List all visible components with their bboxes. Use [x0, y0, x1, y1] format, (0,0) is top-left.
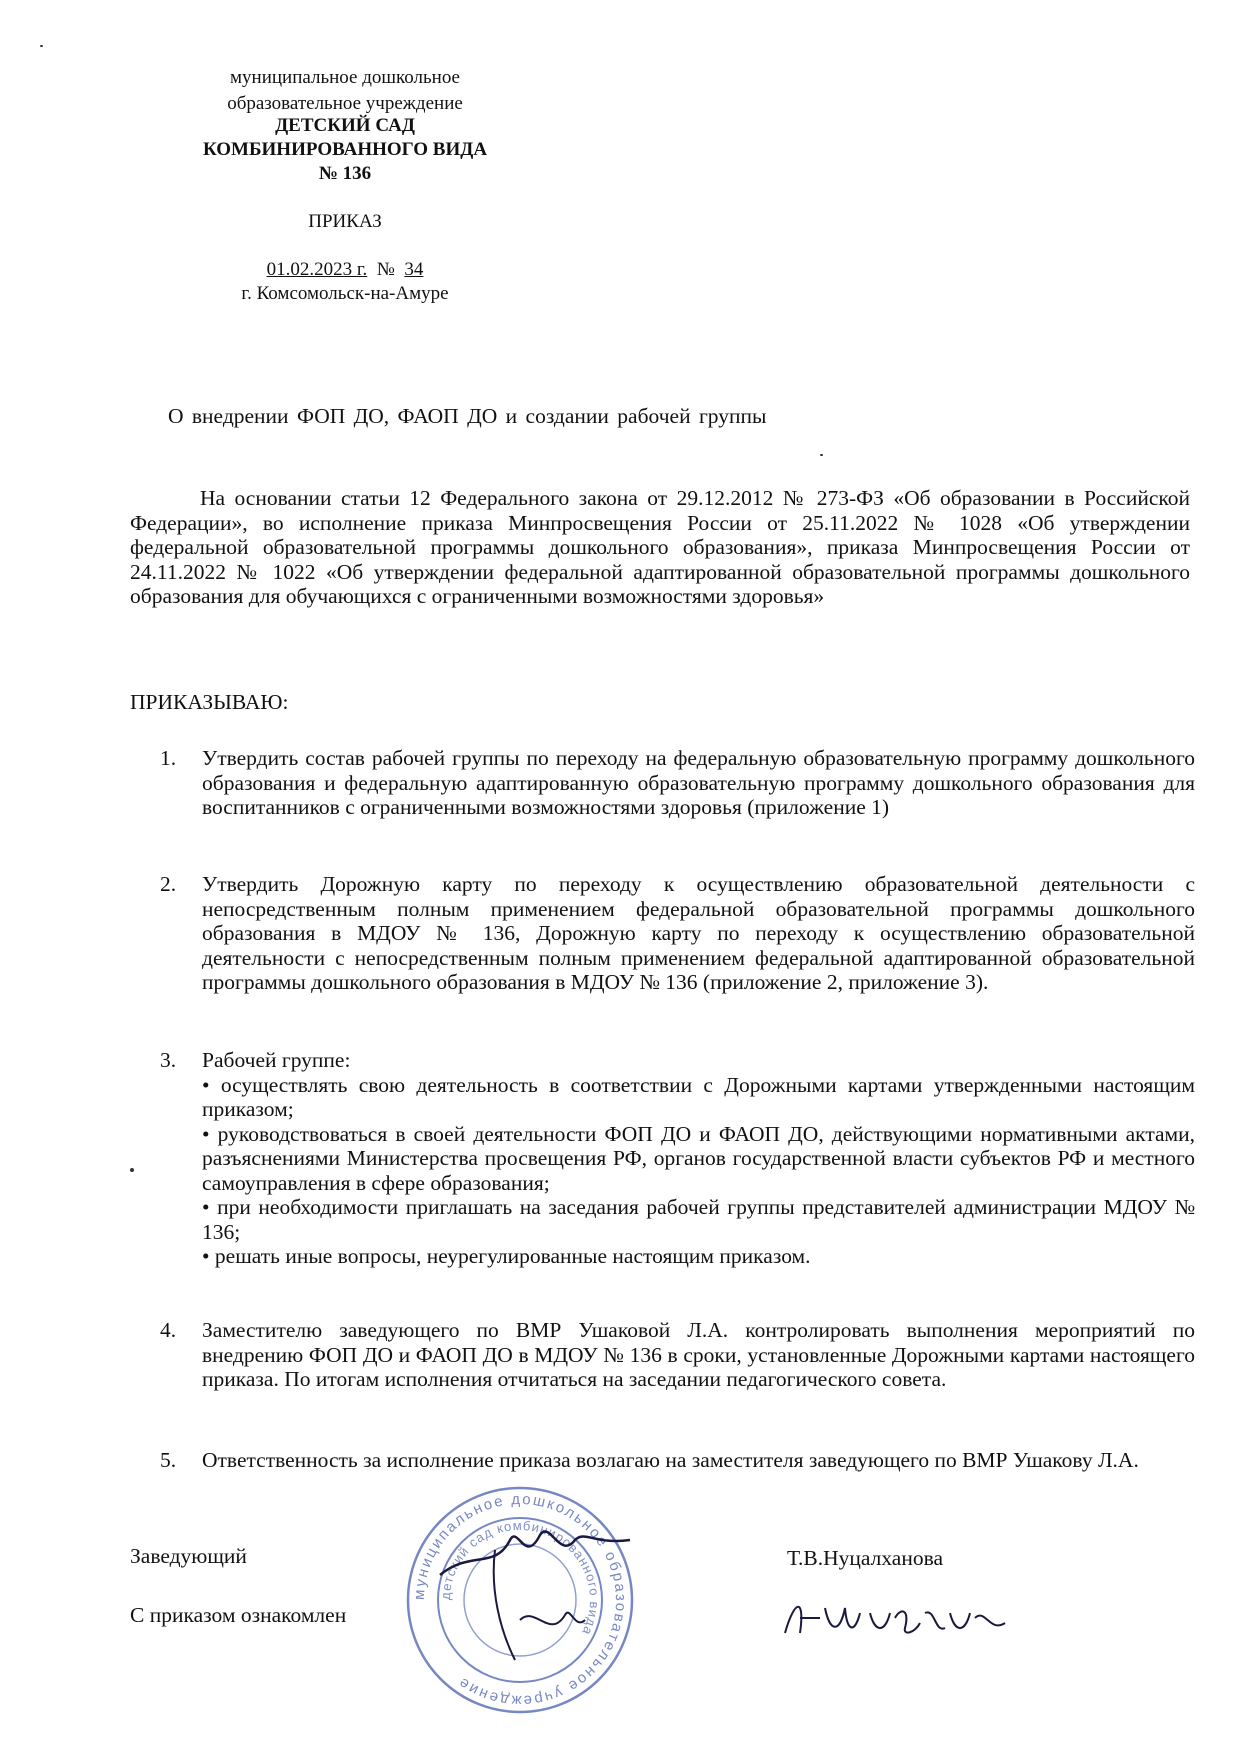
org-name-line3: № 136 — [318, 163, 372, 184]
official-stamp — [400, 1480, 640, 1720]
doc-number-label: № — [376, 259, 395, 280]
order-item-3 — [160, 1048, 1195, 1269]
org-type-line1: муниципальное дошкольное — [230, 67, 460, 88]
item-number: 4. — [160, 1318, 177, 1342]
item-text: Заместителю заведующего по ВМР Ушаковой Л.А. контролировать выполнения мероприятий по внедрению ФОП ДО и ФАОП ДО в МДОУ № 136 в сроки, установленные Дорожными картами настоящего приказа. По итогам исполнения отчитаться на заседании педагогического совета. — [202, 1318, 1195, 1391]
signatory-name: Т.В.Нуцалханова — [787, 1546, 943, 1570]
item-text: Рабочей группе: — [202, 1048, 351, 1072]
handwritten-signature — [775, 1588, 1035, 1648]
bullet-1: • осуществлять свою деятельность в соответствии с Дорожными картами утвержденными настоящим приказом; — [202, 1072, 1195, 1121]
bullet-2: • руководствоваться в своей деятельности ФОП ДО и ФАОП ДО, действующими нормативными актами, разъяснениями Министерства просвещения РФ, органов государственной власти субъектов РФ и местного самоуправления в сфере образования; — [202, 1121, 1195, 1195]
doc-type: ПРИКАЗ — [308, 211, 382, 232]
order-item-4 — [160, 1318, 1195, 1392]
acknowledged-label: С приказом ознакомлен — [130, 1603, 347, 1627]
item-number: 3. — [160, 1048, 177, 1072]
item-number: 1. — [160, 746, 177, 770]
signatory-position: Заведующий — [130, 1544, 247, 1568]
order-item-2 — [160, 872, 1195, 995]
order-item-5 — [160, 1448, 1195, 1473]
stamp-outer-text: муниципальное дошкольное образовательное учреждение — [410, 1490, 630, 1710]
item-number: 2. — [160, 872, 177, 896]
scan-speck — [820, 454, 823, 456]
item-text: Утвердить состав рабочей группы по переходу на федеральную образовательную программу дошкольного образования и федеральную адаптированную образовательную программу дошкольного образования для воспитанников с ограниченными возможностями здоровья (приложение 1) — [202, 746, 1195, 819]
bullet-3: • при необходимости приглашать на заседания рабочей группы представителей администрации МДОУ № 136; — [202, 1195, 1195, 1244]
doc-title: О внедрении ФОП ДО, ФАОП ДО и создании рабочей группы — [168, 404, 767, 428]
preamble: На основании статьи 12 Федерального закона от 29.12.2012 № 273-ФЗ «Об образовании в Российской Федерации», во исполнение приказа Минпросвещения России от 25.11.2022 № 1028 «Об утверждении федеральной образовательной программы дошкольного образования», приказа Минпросвещения России от 24.11.2022 № 1022 «Об утверждении федеральной адаптированной образовательной программы дошкольного образования для обучающихся с ограниченными возможностями здоровья» — [130, 486, 1190, 608]
doc-number: 34 — [404, 259, 424, 280]
item-text: Ответственность за исполнение приказа возлагаю на заместителя заведующего по ВМР Ушакову Л.А. — [202, 1448, 1139, 1472]
doc-date-number — [160, 258, 530, 282]
stamp-inner-text: детский сад комбинированного вида — [437, 1517, 603, 1639]
org-name-line1: ДЕТСКИЙ САД — [275, 115, 415, 136]
item-number: 5. — [160, 1448, 177, 1472]
order-word: ПРИКАЗЫВАЮ: — [130, 690, 289, 714]
order-item-1 — [160, 746, 1195, 820]
doc-date: 01.02.2023 г. — [266, 259, 368, 280]
org-type-line2: образовательное учреждение — [227, 93, 463, 114]
doc-city: г. Комсомольск-на-Амуре — [241, 283, 449, 304]
scan-speck — [40, 45, 43, 47]
svg-text:детский сад комбинированного в — [438, 1518, 602, 1638]
bullet-4: • решать иные вопросы, неурегулированные настоящим приказом. — [202, 1244, 811, 1268]
org-name-line2: КОМБИНИРОВАННОГО ВИДА — [202, 139, 488, 160]
scan-speck — [130, 1168, 134, 1172]
item-text: Утвердить Дорожную карту по переходу к осуществлению образовательной деятельности с непосредственным полным применением федеральной образовательной программы дошкольного образования в МДОУ № 136, Дорожную карту по переходу к осуществлению образовательной деятельности с непосредственным полным применением федеральной адаптированной образовательной программы дошкольного образования в МДОУ № 136 (приложение 2, приложение 3). — [202, 872, 1195, 994]
